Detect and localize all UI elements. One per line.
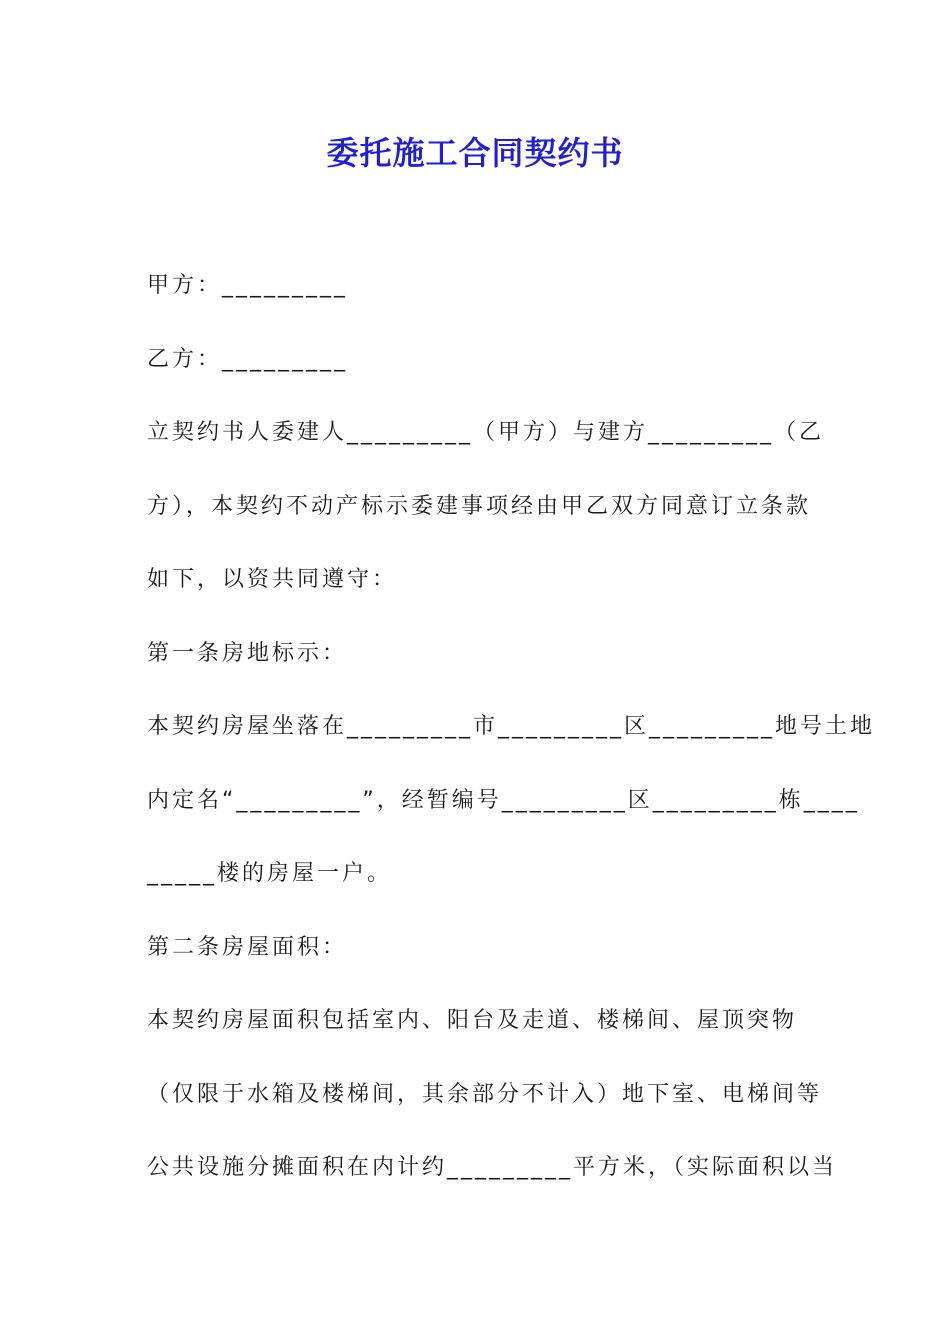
paragraph-line: 方），本契约不动产标示委建事项经由甲乙双方同意订立条款 xyxy=(147,493,812,519)
party-a-line: 甲方：_________ xyxy=(147,273,349,298)
paragraph-line: 立契约书人委建人_________（甲方）与建方_________（乙 xyxy=(147,420,825,445)
paragraph-line: 本契约房屋面积包括室内、阳台及走道、楼梯间、屋顶突物 xyxy=(147,1008,798,1033)
paragraph-line: 公共设施分摊面积在内计约_________平方米，（实际面积以当 xyxy=(147,1155,838,1180)
paragraph-line: 内定名“_________”，经暂编号_________区_________栋____ xyxy=(147,787,860,813)
paragraph-line: _____楼的房屋一户。 xyxy=(147,861,393,886)
document-body xyxy=(147,270,876,1226)
article-heading: 第一条房地标示： xyxy=(147,640,348,666)
party-b-line: 乙方：_________ xyxy=(147,346,349,372)
paragraph-line: 如下，以资共同遵守： xyxy=(147,567,398,592)
paragraph-line: 本契约房屋坐落在_________市_________区_________地号土地 xyxy=(147,714,876,739)
article-heading: 第二条房屋面积： xyxy=(147,934,348,960)
paragraph-line: （仅限于水箱及楼梯间，其余部分不计入）地下室、电梯间等 xyxy=(147,1081,823,1107)
document-title: 委托施工合同契约书 xyxy=(326,134,624,172)
